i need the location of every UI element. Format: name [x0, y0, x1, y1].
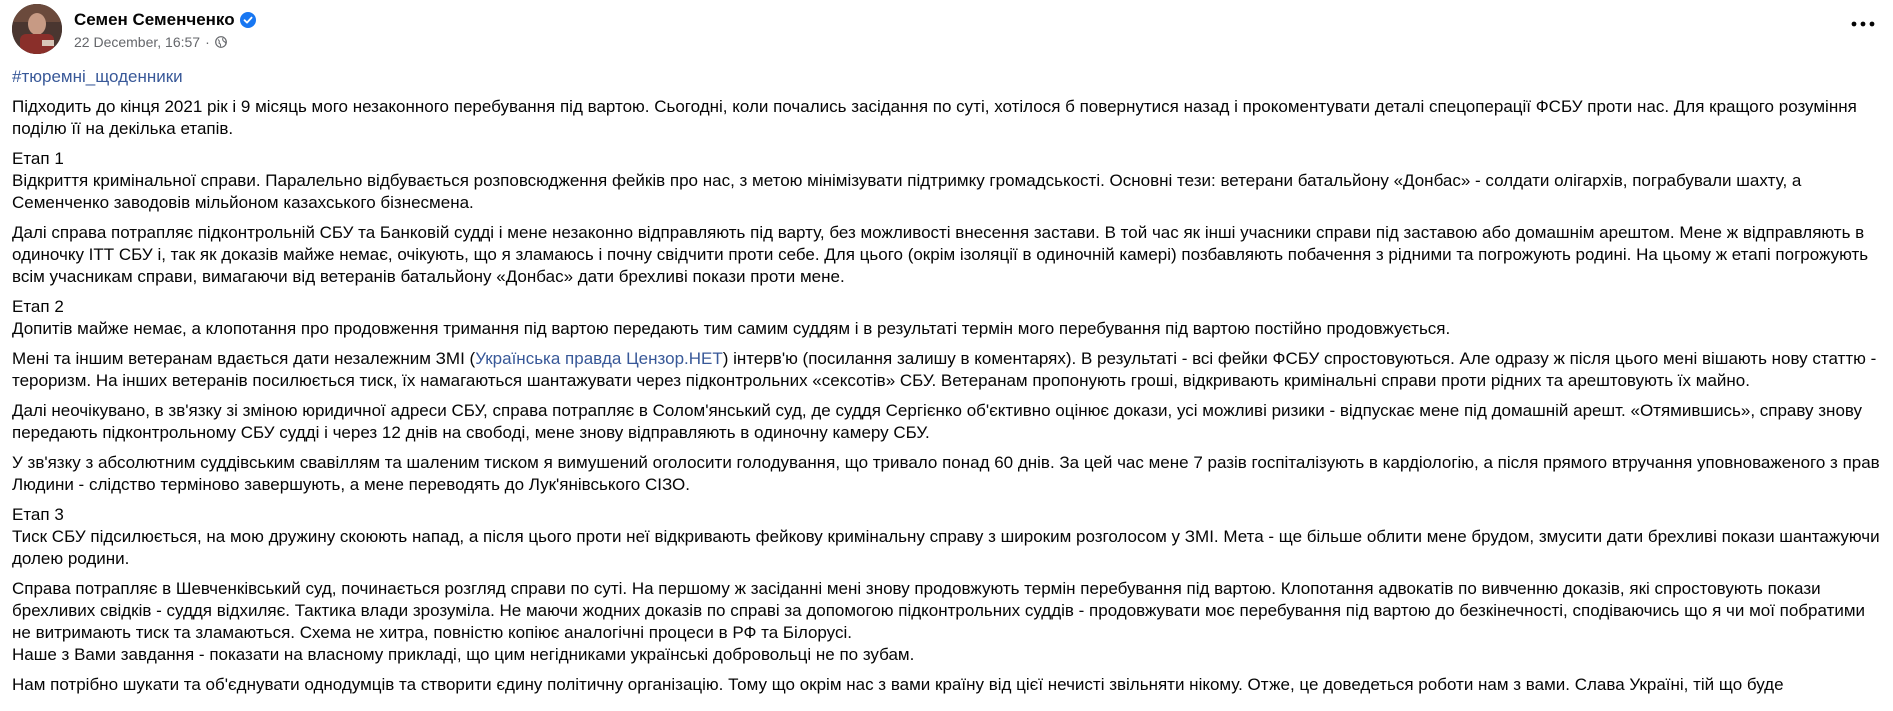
paragraph-text: Мені та іншим ветеранам вдається дати незалежним ЗМІ (	[12, 349, 476, 368]
post-time-row	[74, 34, 256, 50]
post-timestamp[interactable]: 22 December, 16:57	[74, 33, 201, 50]
verified-badge-icon	[240, 12, 256, 28]
paragraph-text: ) інтерв'ю (посилання залишу в коментарях). В результаті - всі фейки ФСБУ спростовуються. Але одразу ж після цього мені вішають нову статтю - тероризм. На інших ветеранів посилюється тиск, їх намагаються шантажувати через підконтрольних «сексотів» СБУ. Ветеранам пропонують гроші, відкривають кримінальні справи проти рідних та арештовують їх майно.	[12, 349, 1877, 390]
post-paragraph: Відкриття кримінальної справи. Паралельно відбувається розповсюдження фейків про нас, з метою мінімізувати підтримку громадськості. Основні тези: ветерани батальйону «Донбас» - солдати олігархів, пограбували шахту, а Семенченко заводовів мільйоном казахського бізнесмена.	[12, 171, 1802, 212]
post-paragraph: Справа потрапляє в Шевченківський суд, починається розгляд справи по суті. На першому ж засіданні мені знову продовжують термін перебування під вартою. Клопотання адвокатів по вивченню доказів, які спростовують покази брехливих свідків - суддя відхиляє. Тактика влади зрозуміла. Не маючи жодних доказів по справі за допомогою підконтрольних суддів - продовжувати моє перебування під вартою до безкінечності, сподіваючись що я чи мої побратими не витримають тиск та зламаються. Схема не хитра, повністю копіює аналогічні процеси в РФ та Білорусі.	[12, 579, 1866, 642]
hashtag-link[interactable]: #тюремні_щоденники	[12, 67, 183, 86]
post-meta	[74, 9, 256, 50]
post-paragraph: Наше з Вами завдання - показати на власному прикладі, що цим негідниками українські добровольці не по зубам.	[12, 645, 915, 664]
post-paragraph: Тиск СБУ підсилюється, на мою дружину скоюють напад, а після цього проти неї відкривають фейкову кримінальну справу з широким розголосом у ЗМІ. Мета - ще більше облити мене брудом, змусити дати брехливі покази шантажуючи долею родини.	[12, 527, 1880, 568]
post-paragraph: Допитів майже немає, а клопотання про продовження тримання під вартою передають тим самим суддям і в результаті термін мого перебування під вартою постійно продовжується.	[12, 319, 1451, 338]
separator-dot: ·	[205, 33, 210, 50]
stage-heading: Етап 3	[12, 505, 64, 524]
post-paragraph: Далі неочікувано, в зв'язку зі зміною юридичної адреси СБУ, справа потрапляє в Солом'янський суд, де суддя Сергієнко об'єктивно оцінює докази, усі можливі ризики - відпускає мене під домашній арешт. «Отямившись», справу знову передають підконтрольному СБУ судді і через 12 днів на свободі, мене знову відправляють в одиночну камеру СБУ.	[12, 401, 1863, 442]
post-paragraph: Нам потрібно шукати та об'єднувати однодумців та створити єдину політичну організацію. Тому що окрім нас з вами країну від цієї нечисті звільняти нікому. Отже, це доведеться роботи нам з вами. Слава Україні, тій що буде	[12, 675, 1784, 694]
post-paragraph: У зв'язку з абсолютним суддівським свавіллям та шаленим тиском я вимушений оголосити голодування, що тривало понад 60 днів. За цей час мене 7 разів госпіталізують в кардіологію, а після прямого втручання уповноваженого з прав Людини - слідство терміново завершують, а мене переводять до Лук'янівського СІЗО.	[12, 453, 1880, 494]
post-header	[12, 3, 256, 55]
stage-heading: Етап 2	[12, 297, 64, 316]
globe-icon[interactable]	[215, 36, 227, 48]
avatar[interactable]	[12, 4, 62, 54]
media-link[interactable]: Українська правда Цензор.НЕТ	[475, 349, 723, 368]
avatar-photo	[12, 4, 62, 54]
post-paragraph	[12, 348, 1884, 392]
post-paragraph: Далі справа потрапляє підконтрольній СБУ та Банковій судді і мене незаконно відправляють під варту, без можливості внесення застави. В той час як інші учасники справи під заставою або домашнім арештом. Мене ж відправляють в одиночку ІТТ СБУ і, так як доказів майже немає, очікують, що я зламаюсь і почну свідчити проти себе. Для цього (окрім ізоляції в одиночній камері) позбавляють побачення з рідними та погрожують родині. На цьому ж етапі погрожують всім учасникам справи, вимагаючи від ветеранів батальйону «Донбас» дати брехливі покази проти мене.	[12, 223, 1869, 286]
post-paragraph: Підходить до кінця 2021 рік і 9 місяць мого незаконного перебування під вартою. Сьогодні, коли почались засідання по суті, хотілося б повернутися назад і прокоментувати деталі спецоперації ФСБУ проти нас. Для кращого розуміння поділю її на декілька етапів.	[12, 97, 1857, 138]
post-body	[12, 66, 1884, 704]
more-options-icon[interactable]	[1845, 12, 1881, 36]
author-row	[74, 9, 256, 31]
author-name[interactable]: Семен Семенченко	[74, 9, 235, 29]
stage-heading: Етап 1	[12, 149, 64, 168]
